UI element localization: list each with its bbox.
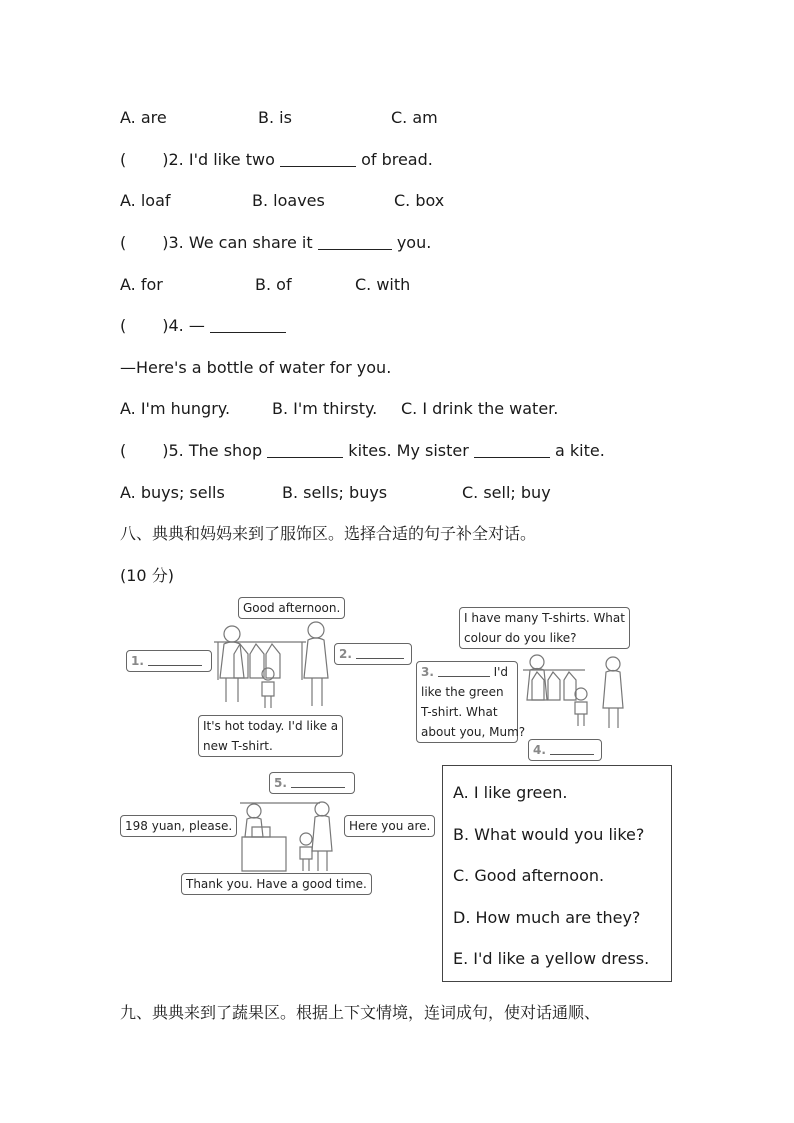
bubble-5 bbox=[269, 772, 355, 794]
bubble-1 bbox=[126, 650, 212, 672]
question-2 bbox=[120, 150, 433, 170]
q3-option-b: B. of bbox=[255, 275, 292, 294]
q5-bracket: ( bbox=[120, 441, 127, 460]
q4-option-c: C. I drink the water. bbox=[401, 399, 559, 418]
q4-reply: —Here's a bottle of water for you. bbox=[120, 358, 392, 377]
question-3 bbox=[120, 233, 431, 253]
q5-option-c: C. sell; buy bbox=[462, 483, 551, 502]
question-5 bbox=[120, 441, 605, 461]
bubble-hot-today: It's hot today. I'd like a new T-shirt. bbox=[198, 715, 343, 757]
q4-option-b: B. I'm thirsty. bbox=[272, 399, 378, 418]
bubble-price: 198 yuan, please. bbox=[120, 815, 237, 837]
q4-option-a: A. I'm hungry. bbox=[120, 399, 231, 418]
q5-option-a: A. buys; sells bbox=[120, 483, 225, 502]
q3-option-c: C. with bbox=[355, 275, 411, 294]
bubble-4-number: 4. bbox=[533, 743, 546, 757]
bubble-4 bbox=[528, 739, 602, 761]
choice-c: C. Good afternoon. bbox=[453, 866, 605, 885]
shop-counter-illustration bbox=[230, 795, 348, 875]
q3-option-a: A. for bbox=[120, 275, 163, 294]
q1-option-a: A. are bbox=[120, 108, 167, 127]
section-8-score: (10 分) bbox=[120, 566, 174, 585]
bubble-2-blank[interactable] bbox=[356, 646, 404, 659]
section-8-title: 八、典典和妈妈来到了服饰区。选择合适的句子补全对话。 bbox=[120, 524, 537, 543]
bubble-here-you-are: Here you are. bbox=[344, 815, 435, 837]
q5-blank-1[interactable] bbox=[267, 441, 343, 458]
q2-prefix: )2. I'd like two bbox=[162, 150, 275, 169]
bubble-2-number: 2. bbox=[339, 647, 352, 661]
q3-bracket: ( bbox=[120, 233, 127, 252]
bubble-1-number: 1. bbox=[131, 654, 144, 668]
q5-prefix: )5. The shop bbox=[162, 441, 263, 460]
bubble-2 bbox=[334, 643, 412, 665]
choice-a: A. I like green. bbox=[453, 783, 568, 802]
section-9-title: 九、典典来到了蔬果区。根据上下文情境，连词成句，使对话通顺、 bbox=[120, 1003, 601, 1022]
question-4 bbox=[120, 316, 286, 336]
q2-option-b: B. loaves bbox=[252, 191, 325, 210]
q5-middle: kites. My sister bbox=[348, 441, 469, 460]
q2-blank[interactable] bbox=[280, 150, 356, 167]
q4-prefix: )4. — bbox=[162, 316, 205, 335]
bubble-1-blank[interactable] bbox=[148, 653, 202, 666]
choice-e: E. I'd like a yellow dress. bbox=[453, 949, 650, 968]
q3-suffix: you. bbox=[396, 233, 432, 252]
q2-bracket: ( bbox=[120, 150, 127, 169]
bubble-3: 3. I'd like the green T-shirt. What about you, Mum? bbox=[416, 661, 518, 743]
choice-d: D. How much are they? bbox=[453, 908, 641, 927]
shop-tshirt-rack-illustration bbox=[515, 650, 631, 732]
shop-clothes-rack-illustration bbox=[200, 620, 340, 712]
q5-blank-2[interactable] bbox=[474, 441, 550, 458]
bubble-3-number: 3. bbox=[421, 665, 434, 679]
q5-suffix: a kite. bbox=[555, 441, 605, 460]
bubble-5-number: 5. bbox=[274, 776, 287, 790]
q2-option-c: C. box bbox=[394, 191, 445, 210]
choice-b: B. What would you like? bbox=[453, 825, 645, 844]
q1-option-c: C. am bbox=[391, 108, 438, 127]
q3-prefix: )3. We can share it bbox=[162, 233, 313, 252]
bubble-5-blank[interactable] bbox=[291, 775, 345, 788]
q2-option-a: A. loaf bbox=[120, 191, 171, 210]
bubble-3-blank[interactable] bbox=[438, 664, 490, 677]
bubble-good-afternoon: Good afternoon. bbox=[238, 597, 345, 619]
q2-suffix: of bread. bbox=[361, 150, 433, 169]
bubble-many-tshirts: I have many T-shirts. What colour do you like? bbox=[459, 607, 630, 649]
q4-blank[interactable] bbox=[210, 316, 286, 333]
q4-bracket: ( bbox=[120, 316, 127, 335]
q3-blank[interactable] bbox=[318, 233, 392, 250]
answer-choices-box bbox=[442, 765, 672, 982]
q1-option-b: B. is bbox=[258, 108, 292, 127]
q5-option-b: B. sells; buys bbox=[282, 483, 388, 502]
bubble-thank-you: Thank you. Have a good time. bbox=[181, 873, 372, 895]
bubble-4-blank[interactable] bbox=[550, 742, 594, 755]
